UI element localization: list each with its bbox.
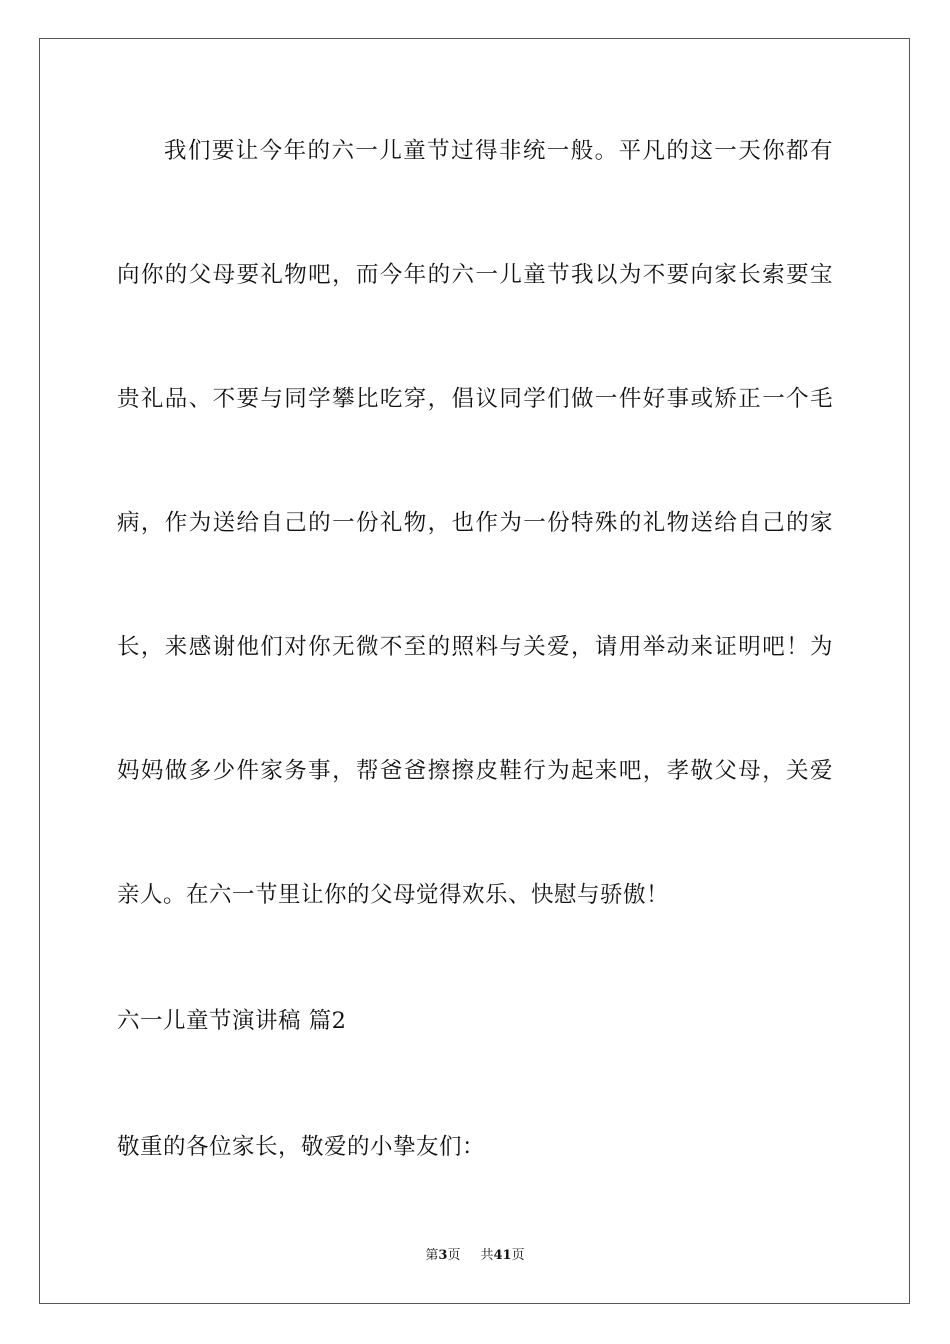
total-prefix: 共: [480, 1248, 494, 1263]
paragraph-line-1: 我们要让今年的六一儿童节过得非统一般。平凡的这一天你都有: [164, 138, 833, 164]
page-prefix: 第: [425, 1248, 439, 1263]
total-suffix: 页: [511, 1248, 525, 1263]
page-footer: [0, 1248, 950, 1264]
paragraph-line-4: 病，作为送给自己的一份礼物，也作为一份特殊的礼物送给自己的家: [117, 510, 833, 536]
paragraph-line-6: 妈妈做多少件家务事，帮爸爸擦擦皮鞋行为起来吧，孝敬父母，关爱: [117, 758, 833, 784]
paragraph-line-5: 长，来感谢他们对你无微不至的照料与关爱，请用举动来证明吧！为: [117, 634, 833, 660]
total-pages: 41: [493, 1248, 512, 1263]
page-suffix: 页: [447, 1248, 461, 1263]
paragraph-line-3: 贵礼品、不要与同学攀比吃穿，倡议同学们做一件好事或矫正一个毛: [117, 386, 833, 412]
section-heading: 六一儿童节演讲稿 篇2: [117, 1008, 347, 1034]
page-number: 3: [438, 1248, 448, 1263]
paragraph-line-2: 向你的父母要礼物吧，而今年的六一儿童节我以为不要向家长索要宝: [117, 262, 833, 288]
paragraph-line-7: 亲人。在六一节里让你的父母觉得欢乐、快慰与骄傲！: [117, 882, 670, 908]
salutation: 敬重的各位家长，敬爱的小挚友们：: [117, 1134, 486, 1160]
page-border: [39, 38, 910, 1304]
